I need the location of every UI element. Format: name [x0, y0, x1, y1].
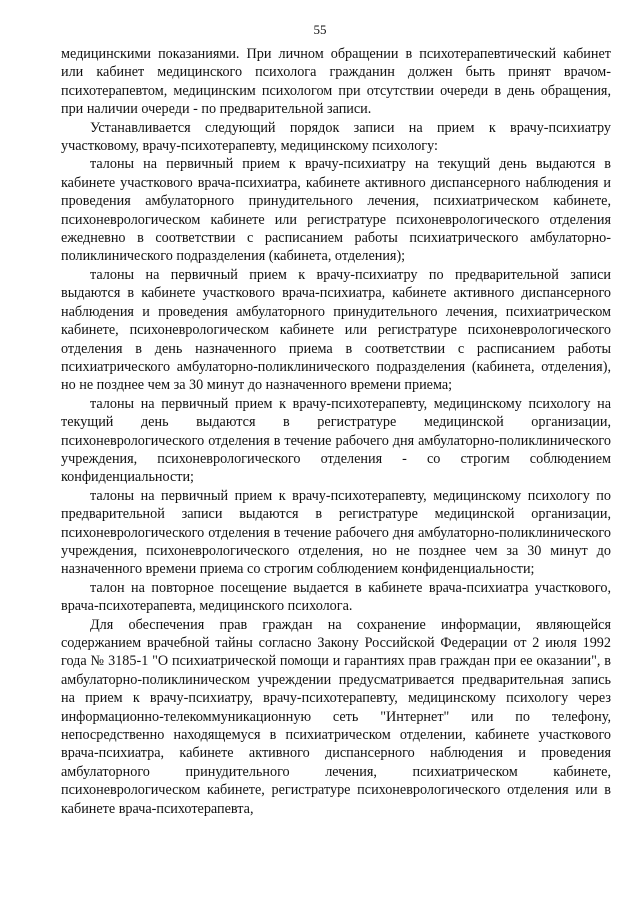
- document-body: [61, 45, 611, 818]
- paragraph-continuation: медицинскими показаниями. При личном обращении в психотерапевтический кабинет или кабинет медицинского психолога гражданин должен быть принят врачом-психотерапевтом, медицинским психологом при отсутствии очереди в день обращения, при наличии очереди - по предварительной записи.: [61, 46, 611, 118]
- paragraph-repeat-visit: талон на повторное посещение выдается в кабинете врача-психиатра участкового, врача-психотерапевта, медицинского психолога.: [61, 579, 611, 615]
- paragraph-psychotherapist-pre-booked: талоны на первичный прием к врачу-психотерапевту, медицинскому психологу по предварительной записи выдаются в регистратуре медицинской организации, психоневрологического отделения в течение рабочего дня амбулаторно-поликлинического учреждения, психоневрологического отделения, но не позднее чем за 30 минут до назначенного времени приема со строгим соблюдением конфиденциальности;: [61, 487, 611, 578]
- paragraph-psychiatrist-pre-booked: талоны на первичный прием к врачу-психиатру по предварительной записи выдаются в кабинете участкового врача-психиатра, кабинете активного диспансерного наблюдения и проведения амбулаторного принудительного лечения, психиатрическом кабинете, психоневрологическом кабинете или регистратуре психоневрологического отделения в день назначенного приема в соответствии с расписанием работы психиатрического амбулаторно-поликлинического подразделения (кабинета, отделения), но не позднее чем за 30 минут до назначенного времени приема;: [61, 266, 611, 394]
- page-number: 55: [313, 22, 327, 37]
- paragraph-psychotherapist-same-day: талоны на первичный прием к врачу-психотерапевту, медицинскому психологу на текущий день выдаются в регистратуре медицинской организации, психоневрологического отделения в течение рабочего дня амбулаторно-поликлинического учреждения, психоневрологического отделения - со строгим соблюдением конфиденциальности;: [61, 395, 611, 486]
- paragraph-confidentiality: Для обеспечения прав граждан на сохранение информации, являющейся содержанием врачебной тайны согласно Закону Российской Федерации от 2 июля 1992 года № 3185-1 "О психиатрической помощи и гарантиях прав граждан при ее оказании", в амбулаторно-поликлиническом учреждении предусматривается предварительная запись на прием к врачу-психиатру, врачу-психотерапевту, медицинскому психологу через информационно-телекоммуникационную сеть "Интернет" или по телефону, непосредственно находящемуся в психиатрическом отделении, кабинете участкового врача-психиатра, кабинете активного диспансерного наблюдения и проведения амбулаторного принудительного лечения, психиатрическом кабинете, психоневрологическом кабинете, регистратуре психоневрологического отделения или в кабинете врача-психотерапевта,: [61, 616, 611, 817]
- paragraph-appointment-order: Устанавливается следующий порядок записи на прием к врачу-психиатру участковому, врачу-психотерапевту, медицинскому психологу:: [61, 119, 611, 155]
- paragraph-psychiatrist-same-day: талоны на первичный прием к врачу-психиатру на текущий день выдаются в кабинете участкового врача-психиатра, кабинете активного диспансерного наблюдения и проведения амбулаторного принудительного лечения, психиатрическом кабинете, психоневрологическом кабинете или регистратуре психоневрологического отделения ежедневно в соответствии с расписанием работы психиатрического амбулаторно-поликлинического подразделения (кабинета, отделения);: [61, 156, 611, 265]
